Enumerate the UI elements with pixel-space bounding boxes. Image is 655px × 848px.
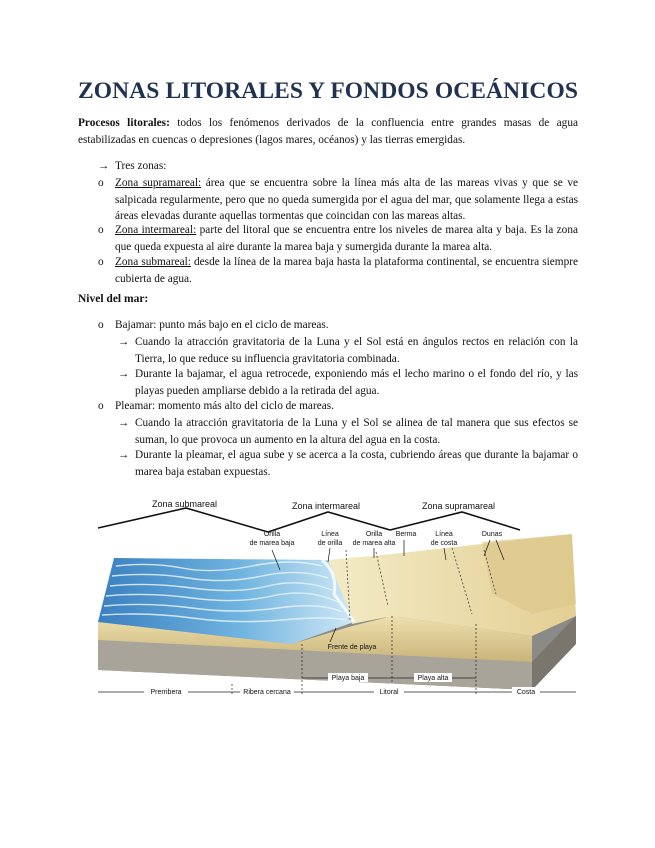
label-orilla-baja-1: Orilla bbox=[263, 531, 281, 538]
label-orilla-alta-2: de marea alta bbox=[352, 540, 396, 547]
pleamar-sub-1: Cuando la atracción gravitatoria de la Luna y el Sol se alinea de tal manera que sus efectos se suman, lo que provoca un aumento en la altura del agua en la costa. bbox=[135, 417, 578, 446]
zona-intermareal-label: Zona intermareal: bbox=[115, 224, 197, 236]
zona-intermareal-brace bbox=[268, 512, 390, 532]
procesos-text: todos los fenómenos derivados de la confluencia entre grandes masas de agua estabilizadas en cuencas o depresiones (lagos mares, océanos) y las tierras emergidas. bbox=[78, 117, 578, 146]
zona-submareal-item bbox=[115, 254, 578, 287]
label-playa-baja: Playa baja bbox=[331, 675, 365, 682]
coastal-zones-figure bbox=[92, 494, 582, 706]
pleamar-sub-2: Durante la pleamar, el agua sube y se acerca a la costa, cubriendo áreas que durante la bajamar o marea baja estaban expuestas. bbox=[135, 449, 578, 478]
bajamar-sub-2: Durante la bajamar, el agua retrocede, exponiendo más el lecho marino o el fondo del río, y las playas pueden ampliarse debido a la retirada del agua. bbox=[135, 368, 578, 397]
label-linea-orilla-1: Línea bbox=[321, 531, 339, 538]
circle-bullet-icon: o bbox=[98, 256, 104, 268]
label-linea-orilla-2: de orilla bbox=[317, 540, 343, 547]
label-dunas: Dunas bbox=[481, 531, 503, 538]
zona-supramareal-text: área que se encuentra sobre la línea más alta de las mareas vivas y que se ve salpicada regularmente, pero que no queda sumergida por el agua del mar, que solamente llega a estas áreas elevadas durante aquellas tormentas que coincidan con las mareas altas. bbox=[115, 177, 578, 222]
zona-intermareal-text: parte del litoral que se encuentra entre los niveles de marea alta y baja. Es la zona que queda expuesta al aire durante la marea baja y sumergida durante la marea alta. bbox=[115, 224, 578, 253]
label-zona-intermareal: Zona intermareal bbox=[292, 501, 361, 511]
label-costa: Costa bbox=[516, 689, 536, 696]
zonas-intro: Tres zonas: bbox=[115, 160, 167, 172]
arrow-icon: → bbox=[118, 449, 130, 461]
circle-bullet-icon: o bbox=[98, 177, 104, 189]
zona-intermareal-item bbox=[115, 222, 578, 255]
arrow-icon: → bbox=[118, 368, 130, 380]
label-linea-costa-1: Línea bbox=[435, 531, 453, 538]
arrow-icon: → bbox=[98, 160, 110, 172]
circle-bullet-icon: o bbox=[98, 319, 104, 331]
bajamar-sub-1: Cuando la atracción gravitatoria de la Luna y el Sol está en ángulos rectos en relación con la Tierra, lo que reduce su influencia gravitatoria combinada. bbox=[135, 336, 578, 365]
zona-supramareal-item bbox=[115, 175, 578, 225]
arrow-icon: → bbox=[118, 417, 130, 429]
label-zona-supramareal: Zona supramareal bbox=[422, 501, 496, 511]
label-zona-submareal: Zona submareal bbox=[152, 499, 218, 509]
zona-submareal-label: Zona submareal: bbox=[115, 256, 191, 268]
label-berma: Berma bbox=[395, 531, 417, 538]
procesos-paragraph bbox=[78, 115, 578, 148]
zona-submareal-text: desde la línea de la marea baja hasta la plataforma continental, se encuentra siempre cubierta de agua. bbox=[115, 256, 578, 285]
label-frente-playa: Frente de playa bbox=[327, 644, 377, 651]
label-prerribera: Prerribera bbox=[150, 689, 182, 696]
label-orilla-baja-2: de marea baja bbox=[249, 540, 295, 547]
label-playa-alta: Playa alta bbox=[417, 675, 449, 682]
nivel-heading: Nivel del mar: bbox=[78, 293, 149, 305]
bajamar-item: Bajamar: punto más bajo en el ciclo de mareas. bbox=[115, 319, 329, 331]
label-ribera-cercana: Ribera cercana bbox=[243, 689, 291, 696]
circle-bullet-icon: o bbox=[98, 224, 104, 236]
label-orilla-alta-1: Orilla bbox=[365, 531, 383, 538]
zona-submareal-brace bbox=[98, 508, 268, 532]
procesos-label: Procesos litorales: bbox=[78, 117, 170, 129]
pleamar-item: Pleamar: momento más alto del ciclo de mareas. bbox=[115, 400, 334, 412]
zona-supramareal-brace bbox=[390, 512, 520, 530]
zona-supramareal-label: Zona supramareal: bbox=[115, 177, 202, 189]
page-title: ZONAS LITORALES Y FONDOS OCEÁNICOS bbox=[78, 78, 579, 104]
label-linea-costa-2: de costa bbox=[430, 540, 458, 547]
circle-bullet-icon: o bbox=[98, 400, 104, 412]
arrow-icon: → bbox=[118, 336, 130, 348]
label-litoral: Litoral bbox=[379, 689, 399, 696]
